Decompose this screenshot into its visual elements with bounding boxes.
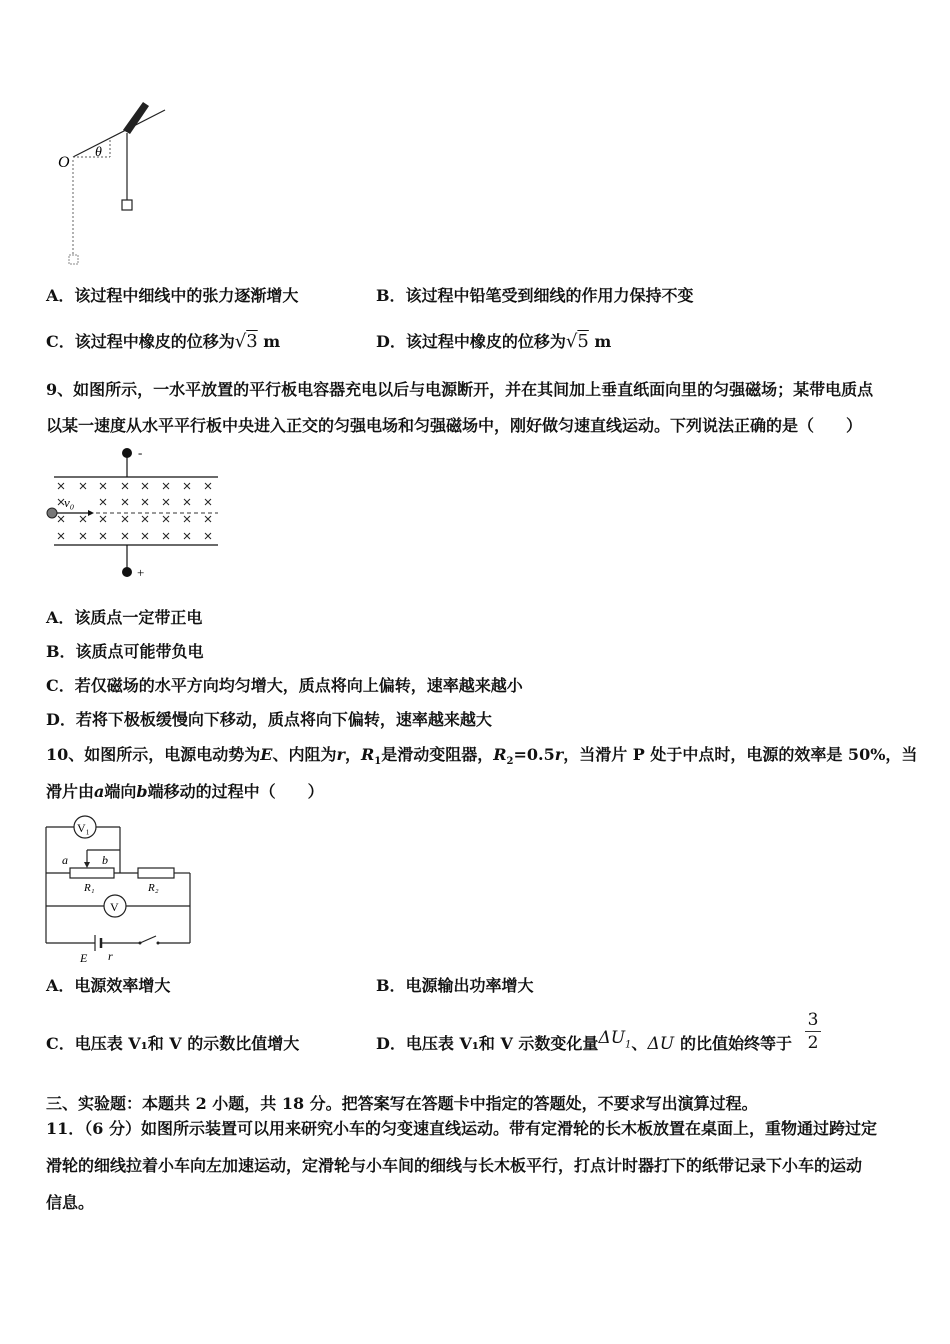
q10-option-d-sep: 、 bbox=[631, 1034, 648, 1053]
q8-option-d-radicand: 5 bbox=[577, 331, 589, 352]
section3-heading: 三、实验题：本题共 2 小题，共 18 分。把答案写在答题卡中指定的答题处，不要求写出演算过程。 bbox=[46, 1094, 758, 1113]
q10-option-d-suffix: 的比值始终等于 bbox=[680, 1034, 793, 1053]
q10-option-d-fraction bbox=[805, 1010, 821, 1053]
q10-stem-text: =0.5 bbox=[513, 745, 555, 764]
q10-stem-a: a bbox=[94, 782, 105, 801]
q10-fig-r: r bbox=[108, 949, 113, 963]
q9-stem-line2: 以某一速度从水平平行板中央进入正交的匀强电场和匀强磁场中，刚好做匀速直线运动。下列说法正确的是（ ） bbox=[46, 416, 863, 435]
q10-fig-v1: V₁ bbox=[77, 821, 90, 835]
q8-label-theta: θ bbox=[95, 145, 102, 160]
q11-line3: 信息。 bbox=[46, 1193, 95, 1212]
q10-option-d-delta-u1 bbox=[598, 1028, 632, 1051]
q10-stem-text: ， bbox=[344, 745, 361, 764]
q10-stem-r: r bbox=[336, 745, 345, 764]
q9-option-d: D．若将下极板缓慢向下移动，质点将向下偏转，速率越来越大 bbox=[46, 710, 492, 729]
q8-option-b: B．该过程中铅笔受到细线的作用力保持不变 bbox=[376, 286, 694, 305]
q8-option-d-text: D．该过程中橡皮的位移为 bbox=[376, 332, 566, 351]
q10-option-d bbox=[376, 1028, 793, 1061]
q10-fig-e: E bbox=[80, 951, 88, 965]
q9-option-c: C．若仅磁场的水平方向均匀增大，质点将向上偏转，速率越来越小 bbox=[46, 676, 523, 695]
q10-stem-r1-sub: 1 bbox=[374, 756, 382, 768]
q9-option-b: B．该质点可能带负电 bbox=[46, 642, 204, 661]
q9-capacitor-figure bbox=[40, 445, 230, 585]
q8-option-c: C．该过程中橡皮的位移为√3 m bbox=[46, 331, 281, 352]
q10-option-a: A．电源效率增大 bbox=[46, 976, 171, 995]
q10-stem-text: 端向 bbox=[104, 782, 137, 801]
q10-circuit-figure bbox=[40, 812, 200, 967]
q9-top-sign: - bbox=[138, 445, 143, 460]
q10-fig-a: a bbox=[62, 853, 68, 867]
q10-stem-line1 bbox=[46, 745, 917, 772]
q9-bottom-sign: + bbox=[137, 565, 145, 580]
q8-option-a: A．该过程中细线中的张力逐渐增大 bbox=[46, 286, 299, 305]
q10-option-d-delta-u1-sub: 1 bbox=[625, 1039, 632, 1051]
q10-stem-r1: R bbox=[360, 745, 375, 764]
q9-option-a: A．该质点一定带正电 bbox=[46, 608, 203, 627]
q8-option-c-text: C．该过程中橡皮的位移为 bbox=[46, 332, 235, 351]
q8-label-o: O bbox=[58, 154, 70, 171]
q10-fraction-denominator: 2 bbox=[807, 1033, 819, 1053]
q10-stem-e: E bbox=[260, 745, 273, 764]
q8-pendulum-figure bbox=[55, 100, 185, 275]
q10-stem-text: 是滑动变阻器， bbox=[381, 745, 494, 764]
q10-stem-b: b bbox=[136, 782, 148, 801]
q11-line1: 11．（6 分）如图所示装置可以用来研究小车的匀变速直线运动。带有定滑轮的长木板放置在桌面上，重物通过跨过定 bbox=[46, 1119, 877, 1138]
q10-stem-line2 bbox=[46, 782, 324, 802]
q10-option-d-delta-u: ΔU bbox=[647, 1034, 675, 1054]
q8-option-c-radicand: 3 bbox=[246, 331, 258, 352]
magnetic-field-crosses bbox=[58, 483, 211, 539]
q10-stem-text: 端移动的过程中（ ） bbox=[147, 782, 324, 801]
q10-stem-text: 滑片由 bbox=[46, 782, 95, 801]
q10-fig-b: b bbox=[102, 853, 108, 867]
q10-option-b: B．电源输出功率增大 bbox=[376, 976, 534, 995]
q10-stem-text: ，当滑片 P 处于中点时，电源的效率是 50%，当 bbox=[563, 745, 918, 764]
q10-fraction-numerator: 3 bbox=[807, 1010, 819, 1030]
q10-stem-r2-sub: 2 bbox=[506, 756, 514, 768]
q11-line2: 滑轮的细线拉着小车向左加速运动，定滑轮与小车间的细线与长木板平行，打点计时器打下的纸带记录下小车的运动 bbox=[46, 1156, 863, 1175]
q10-fig-v: V bbox=[110, 900, 119, 914]
q10-fig-r1: R₁ bbox=[84, 882, 95, 894]
q9-stem-line1: 9、如图所示，一水平放置的平行板电容器充电以后与电源断开，并在其间加上垂直纸面向里的匀强磁场；某带电质点 bbox=[46, 380, 874, 399]
q10-stem-text: 10、如图所示，电源电动势为 bbox=[46, 745, 261, 764]
q8-option-d-unit: m bbox=[594, 332, 612, 351]
q10-option-c: C．电压表 V₁和 V 的示数比值增大 bbox=[46, 1034, 300, 1053]
q8-option-c-unit: m bbox=[263, 332, 281, 351]
q10-option-d-text: D．电压表 V₁和 V 示数变化量 bbox=[376, 1034, 599, 1053]
q8-option-d: D．该过程中橡皮的位移为√5 m bbox=[376, 331, 612, 352]
q9-velocity-label: v₀ bbox=[64, 495, 75, 510]
q10-stem-text: 、内阻为 bbox=[272, 745, 337, 764]
q10-stem-r2: R bbox=[493, 745, 507, 764]
q10-stem-r: r bbox=[554, 745, 564, 764]
q10-option-d-delta-u1-text: ΔU bbox=[598, 1028, 626, 1048]
q10-fig-r2: R₂ bbox=[148, 882, 159, 894]
